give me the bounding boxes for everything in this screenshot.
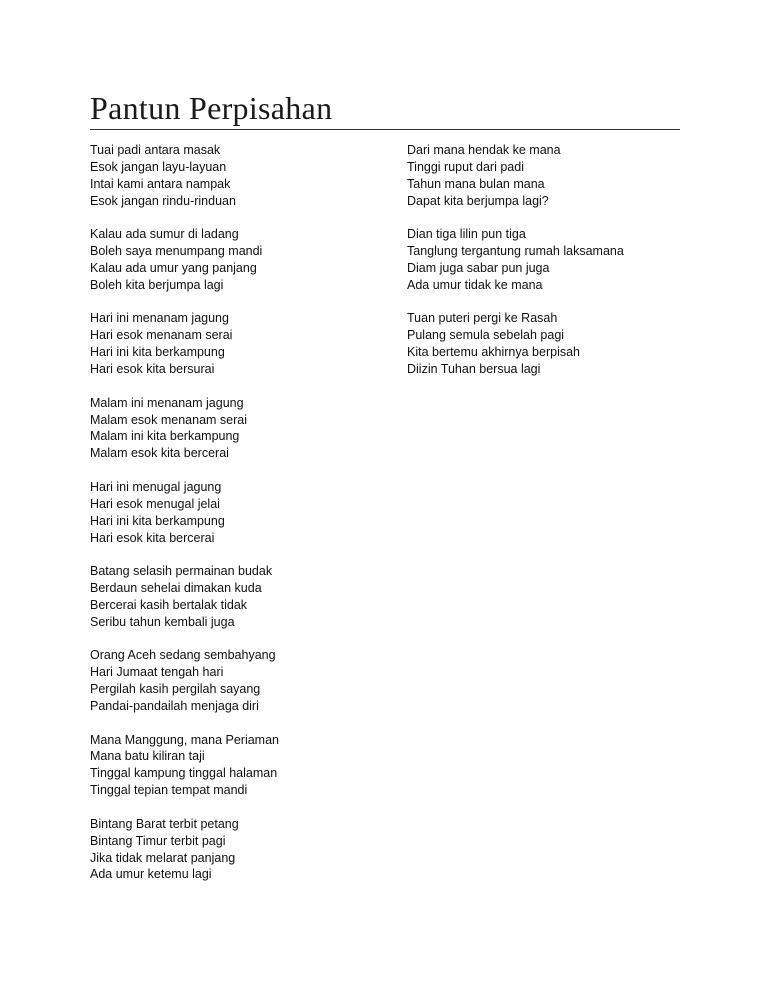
verse-line: Malam esok menanam serai: [90, 412, 248, 427]
verse-line: Hari ini kita berkampung: [90, 345, 225, 360]
title-underline: [90, 129, 680, 130]
verse-line: Kalau ada umur yang panjang: [90, 261, 257, 276]
verse-line: Bintang Barat terbit petang: [90, 816, 239, 831]
verse-line: Jika tidak melarat panjang: [90, 850, 236, 865]
page-title: Pantun Perpisahan: [90, 90, 333, 126]
verse-line: Orang Aceh sedang sembahyang: [90, 648, 276, 663]
verse-line: Tinggi ruput dari padi: [407, 159, 524, 174]
stanza: [90, 732, 390, 800]
verse-line: Esok jangan rindu-rinduan: [90, 193, 236, 208]
stanza: [90, 395, 390, 463]
verse-line: Pulang semula sebelah pagi: [407, 328, 565, 343]
verse-line: Diizin Tuhan bersua lagi: [407, 362, 541, 377]
stanza: [90, 816, 390, 884]
left-column: [90, 142, 390, 900]
verse-line: Hari ini menanam jagung: [90, 311, 229, 326]
stanza: [407, 142, 697, 210]
verse-line: Mana Manggung, mana Periaman: [90, 732, 280, 747]
verse-line: Dian tiga lilin pun tiga: [407, 227, 526, 242]
verse-line: Hari ini menugal jagung: [90, 479, 222, 494]
verse-line: Dapat kita berjumpa lagi?: [407, 193, 549, 208]
verse-line: Mana batu kiliran taji: [90, 749, 205, 764]
verse-line: Pergilah kasih pergilah sayang: [90, 682, 261, 697]
verse-line: Tuai padi antara masak: [90, 143, 221, 157]
verse-line: Boleh kita berjumpa lagi: [90, 277, 224, 292]
stanza: [407, 310, 697, 378]
stanza: [90, 563, 390, 631]
verse-line: Pandai-pandailah menjaga diri: [90, 699, 259, 714]
verse-line: Hari Jumaat tengah hari: [90, 665, 224, 680]
verse-line: Tinggal tepian tempat mandi: [90, 783, 248, 798]
verse-line: Ada umur ketemu lagi: [90, 867, 212, 882]
verse-line: Hari ini kita berkampung: [90, 513, 225, 528]
verse-line: Bercerai kasih bertalak tidak: [90, 597, 248, 612]
verse-line: Tinggal kampung tinggal halaman: [90, 766, 278, 781]
stanza: [90, 647, 390, 715]
right-column: [407, 142, 697, 395]
stanza: [90, 226, 390, 294]
verse-line: Hari esok menanam serai: [90, 328, 233, 343]
verse-line: Diam juga sabar pun juga: [407, 261, 550, 276]
verse-line: Dari mana hendak ke mana: [407, 143, 561, 157]
verse-line: Esok jangan layu-layuan: [90, 159, 227, 174]
verse-line: Kita bertemu akhirnya berpisah: [407, 345, 581, 360]
stanza: [407, 226, 697, 294]
verse-line: Tanglung tergantung rumah laksamana: [407, 244, 624, 259]
verse-line: Ada umur tidak ke mana: [407, 277, 543, 292]
verse-line: Hari esok kita bersurai: [90, 362, 215, 377]
stanza: [90, 479, 390, 547]
verse-line: Seribu tahun kembali juga: [90, 614, 235, 629]
verse-line: Malam ini menanam jagung: [90, 395, 244, 410]
verse-line: Bintang Timur terbit pagi: [90, 833, 226, 848]
stanza: [90, 310, 390, 378]
verse-line: Malam esok kita bercerai: [90, 446, 229, 461]
stanza: [90, 142, 390, 210]
verse-line: Hari esok menugal jelai: [90, 496, 220, 511]
verse-line: Intai kami antara nampak: [90, 176, 231, 191]
verse-line: Boleh saya menumpang mandi: [90, 244, 263, 259]
verse-line: Tahun mana bulan mana: [407, 176, 545, 191]
verse-line: Batang selasih permainan budak: [90, 564, 273, 579]
verse-line: Malam ini kita berkampung: [90, 429, 240, 444]
verse-line: Hari esok kita bercerai: [90, 530, 215, 545]
verse-line: Berdaun sehelai dimakan kuda: [90, 581, 262, 595]
verse-line: Tuan puteri pergi ke Rasah: [407, 311, 558, 326]
verse-line: Kalau ada sumur di ladang: [90, 227, 239, 242]
